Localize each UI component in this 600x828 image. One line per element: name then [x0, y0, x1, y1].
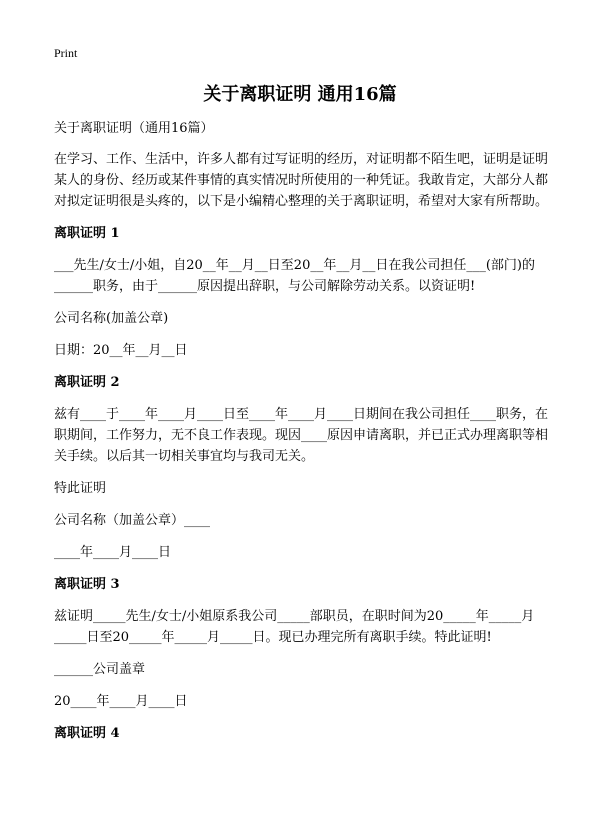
section-paragraph: 20____年____月____日 [54, 694, 188, 709]
section-paragraph: ______公司盖章 [54, 662, 146, 677]
section-1 [54, 223, 550, 361]
section-4 [54, 723, 550, 744]
subtitle: 关于离职证明（通用16篇） [54, 121, 214, 136]
section-paragraph: 公司名称(加盖公章) [54, 311, 169, 326]
section-paragraph: 公司名称（加盖公章）____ [54, 513, 211, 528]
section-2 [54, 372, 550, 563]
page-title: 关于离职证明 通用16篇 [203, 84, 397, 105]
section-paragraph: ____年____月____日 [54, 545, 172, 560]
section-paragraph: 日期：20__年__月__日 [54, 343, 188, 358]
section-heading: 离职证明 1 [54, 226, 120, 241]
intro-paragraph: 在学习、工作、生活中，许多人都有过写证明的经历，对证明都不陌生吧，证明是证明某人的身份、经历或某件事情的真实情况时所使用的一种凭证。我敢肯定，大部分人都对拟定证明很是头疼的，以下是小编精心整理的关于离职证明，希望对大家有所帮助。 [54, 152, 549, 209]
document-body [54, 118, 550, 755]
section-paragraph: ___先生/女士/小姐，自20__年__月__日至20__年__月__日在我公司担任___(部门)的______职务，由于______原因提出辞职，与公司解除劳动关系。以资证明! [54, 258, 535, 294]
section-paragraph: 兹有____于____年____月____日至____年____月____日期间在我公司担任____职务，在职期间，工作努力，无不良工作表现。现因____原因申请离职，并已正式办理离职等相关手续。以后其一切相关事宜均与我司无关。 [54, 407, 549, 464]
section-3 [54, 574, 550, 712]
section-paragraph: 兹证明_____先生/女士/小姐原系我公司_____部职员，在职时间为20_____年_____月_____日至20_____年_____月_____日。现已办理完所有离职手续。特此证明! [54, 609, 535, 645]
section-heading: 离职证明 3 [54, 577, 120, 592]
section-heading: 离职证明 2 [54, 375, 120, 390]
section-heading: 离职证明 4 [54, 726, 120, 741]
section-paragraph: 特此证明 [54, 481, 107, 496]
print-link[interactable]: Print [54, 46, 78, 60]
